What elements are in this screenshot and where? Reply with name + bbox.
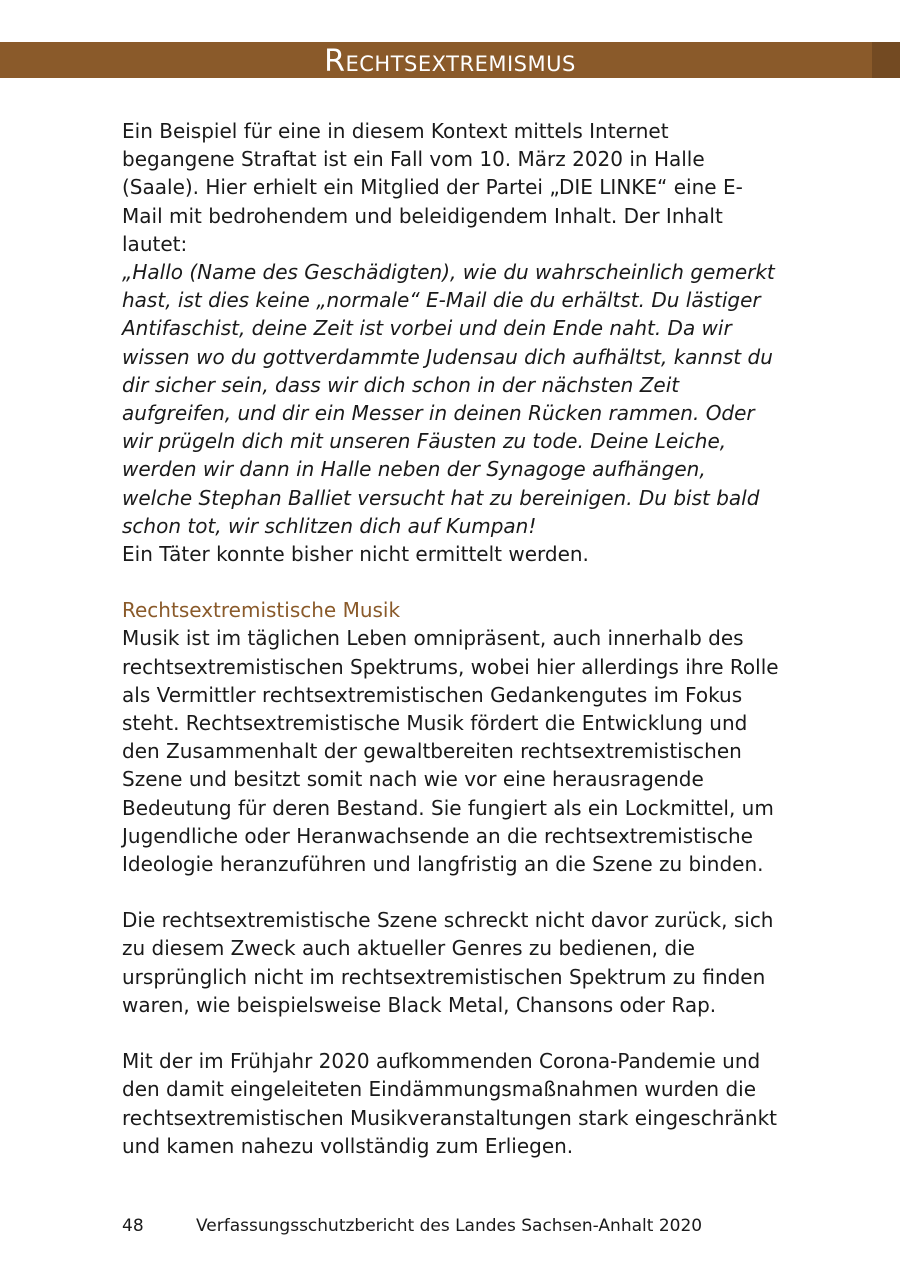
paragraph-gap	[122, 568, 782, 596]
music-paragraph-1: Musik ist im täglichen Leben omnipräsent, auch innerhalb des rechtsextremistischen Spektrums, wobei hier allerdings ihre Rolle als Vermittler rechtsextremistischen Gedankengutes im Fokus steht. Rechtsextremistische Musik fördert die Entwicklung und den Zusammenhalt der gewaltbereiten rechtsextremistischen Szene und besitzt somit nach wie vor eine herausragende Bedeutung für deren Bestand. Sie fungiert als ein Lockmittel, um Jugendliche oder Heranwachsende an die rechtsextremistische Ideologie heranzuführen und langfristig an die Szene zu binden.	[122, 626, 779, 877]
paragraph-gap	[122, 1019, 782, 1047]
page-number: 48	[122, 1216, 144, 1236]
section-heading: Rechtsextremistische Musik	[122, 598, 401, 623]
music-paragraph-3: Mit der im Frühjahr 2020 aufkommenden Corona-Pandemie und den damit eingeleiteten Eindämmungsmaßnahmen wurden die rechtsextremistischen Musikveranstaltungen stark eingeschränkt und kamen nahezu vollständig zum Erliegen.	[122, 1049, 777, 1158]
paragraph-gap	[122, 878, 782, 906]
page-content	[122, 117, 782, 1160]
intro-paragraph: Ein Beispiel für eine in diesem Kontext mittels Internet begangene Straftat ist ein Fall vom 10. März 2020 in Halle (Saale). Hier erhielt ein Mitglied der Partei „DIE LINKE“ eine E-Mail mit bedrohendem und beleidigendem Inhalt. Der Inhalt lautet:	[122, 119, 743, 256]
outcome-paragraph: Ein Täter konnte bisher nicht ermittelt werden.	[122, 542, 589, 567]
chapter-title: Rechtsextremismus	[324, 44, 576, 79]
quoted-email: „Hallo (Name des Geschädigten), wie du wahrscheinlich gemerkt hast, ist dies keine „normale“ E-Mail die du erhältst. Du lästiger Antifaschist, deine Zeit ist vorbei und dein Ende naht. Da wir wissen wo du gottverdammte Judensau dich aufhältst, kannst du dir sicher sein, dass wir dich schon in der nächsten Zeit aufgreifen, und dir ein Messer in deinen Rücken rammen. Oder wir prügeln dich mit unseren Fäusten zu tode. Deine Leiche, werden wir dann in Halle neben der Synagoge aufhängen, welche Stephan Balliet versucht hat zu bereinigen. Du bist bald schon tot, wir schlitzen dich auf Kumpan!	[122, 260, 775, 538]
page-footer	[122, 1214, 702, 1238]
publication-title: Verfassungsschutzbericht des Landes Sachsen-Anhalt 2020	[196, 1216, 703, 1236]
chapter-header-band	[0, 42, 900, 78]
music-paragraph-2: Die rechtsextremistische Szene schreckt nicht davor zurück, sich zu diesem Zweck auch aktueller Genres zu bedienen, die ursprünglich nicht im rechtsextremistischen Spektrum zu finden waren, wie beispielsweise Black Metal, Chansons oder Rap.	[122, 908, 774, 1017]
